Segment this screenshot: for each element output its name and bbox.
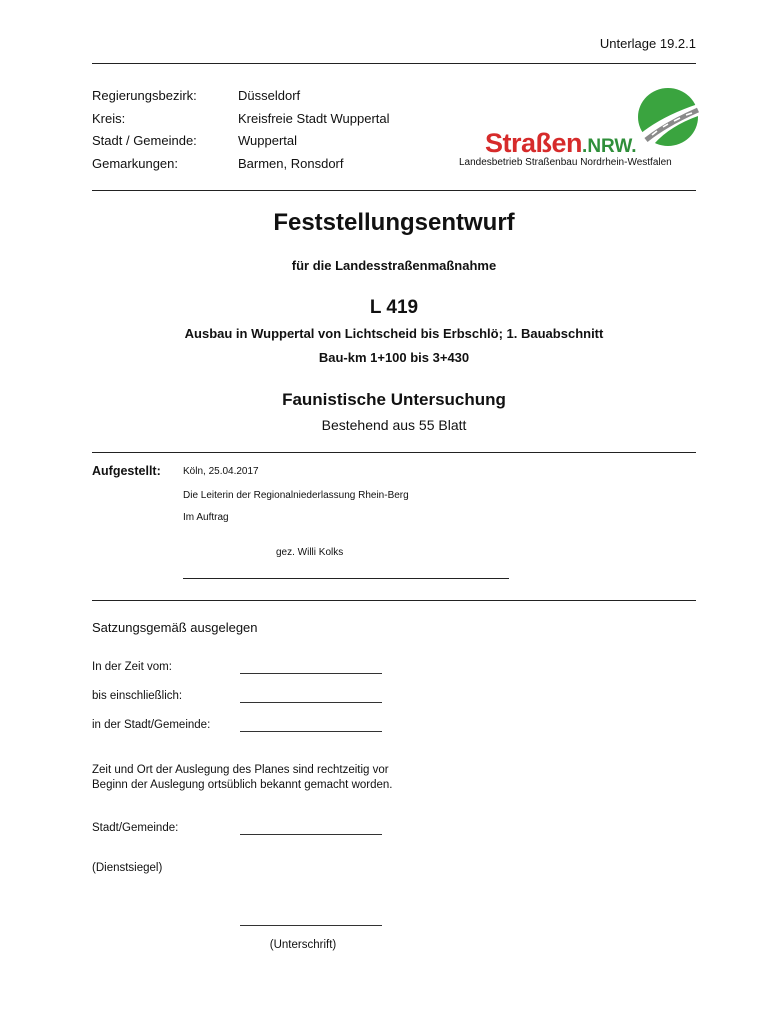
top-rule <box>92 63 696 64</box>
road-number: L 419 <box>369 297 419 318</box>
prepared-on-behalf: Im Auftrag <box>183 512 229 523</box>
section-title: Faunistische Untersuchung <box>282 390 506 409</box>
prepared-rule <box>92 600 696 601</box>
meta-rule <box>92 190 696 191</box>
display-until-label: bis einschließlich: <box>92 690 183 702</box>
display-from-field <box>240 673 382 674</box>
construction-km: Bau-km 1+100 bis 3+430 <box>318 350 470 365</box>
document-reference: Unterlage 19.2.1 <box>599 36 696 51</box>
meta-label-kreis: Kreis: <box>92 111 126 126</box>
prepared-place-date: Köln, 25.04.2017 <box>183 466 259 477</box>
meta-label-gemarkungen: Gemarkungen: <box>92 156 178 171</box>
logo-word: Straßen <box>485 128 583 158</box>
logo-suffix-dot: . <box>582 136 588 157</box>
logo-suffix <box>582 136 637 157</box>
display-place-label: in der Stadt/Gemeinde: <box>92 719 211 731</box>
meta-value-kreis: Kreisfreie Stadt Wuppertal <box>238 111 390 126</box>
prepared-signature: gez. Willi Kolks <box>276 547 344 558</box>
prepared-office: Die Leiterin der Regionalniederlassung Rhein-Berg <box>183 490 409 501</box>
sheet-count: Bestehend aus 55 Blatt <box>321 417 467 433</box>
display-city-field <box>240 834 382 835</box>
title-rule <box>92 452 696 453</box>
subtitle: für die Landesstraßenmaßnahme <box>291 258 497 273</box>
display-from-label: In der Zeit vom: <box>92 661 172 673</box>
road-emblem-icon <box>636 86 700 148</box>
signature-caption: (Unterschrift) <box>269 939 337 951</box>
display-heading: Satzungsgemäß ausgelegen <box>92 620 258 635</box>
logo-suffix-text: NRW. <box>587 136 637 157</box>
official-seal-label: (Dienstsiegel) <box>92 862 163 874</box>
display-until-field <box>240 702 382 703</box>
meta-value-stadt: Wuppertal <box>238 133 298 148</box>
signature-line <box>183 578 509 579</box>
display-notice: Zeit und Ort der Auslegung des Planes sind rechtzeitig vor Beginn der Auslegung ortsüblich bekannt gemacht worden. <box>92 764 393 791</box>
display-city-label: Stadt/Gemeinde: <box>92 822 179 834</box>
meta-label-regierungsbezirk: Regierungsbezirk: <box>92 88 197 103</box>
meta-value-regierungsbezirk: Düsseldorf <box>238 88 301 103</box>
main-title: Feststellungsentwurf <box>273 209 515 236</box>
meta-value-gemarkungen: Barmen, Ronsdorf <box>238 156 344 171</box>
logo-subtitle: Landesbetrieb Straßenbau Nordrhein-Westfalen <box>459 157 672 168</box>
prepared-label: Aufgestellt: <box>92 464 161 478</box>
meta-label-stadt: Stadt / Gemeinde: <box>92 133 197 148</box>
display-place-field <box>240 731 382 732</box>
project-description: Ausbau in Wuppertal von Lichtscheid bis Erbschlö; 1. Bauabschnitt <box>184 326 604 341</box>
signature-field <box>240 925 382 926</box>
